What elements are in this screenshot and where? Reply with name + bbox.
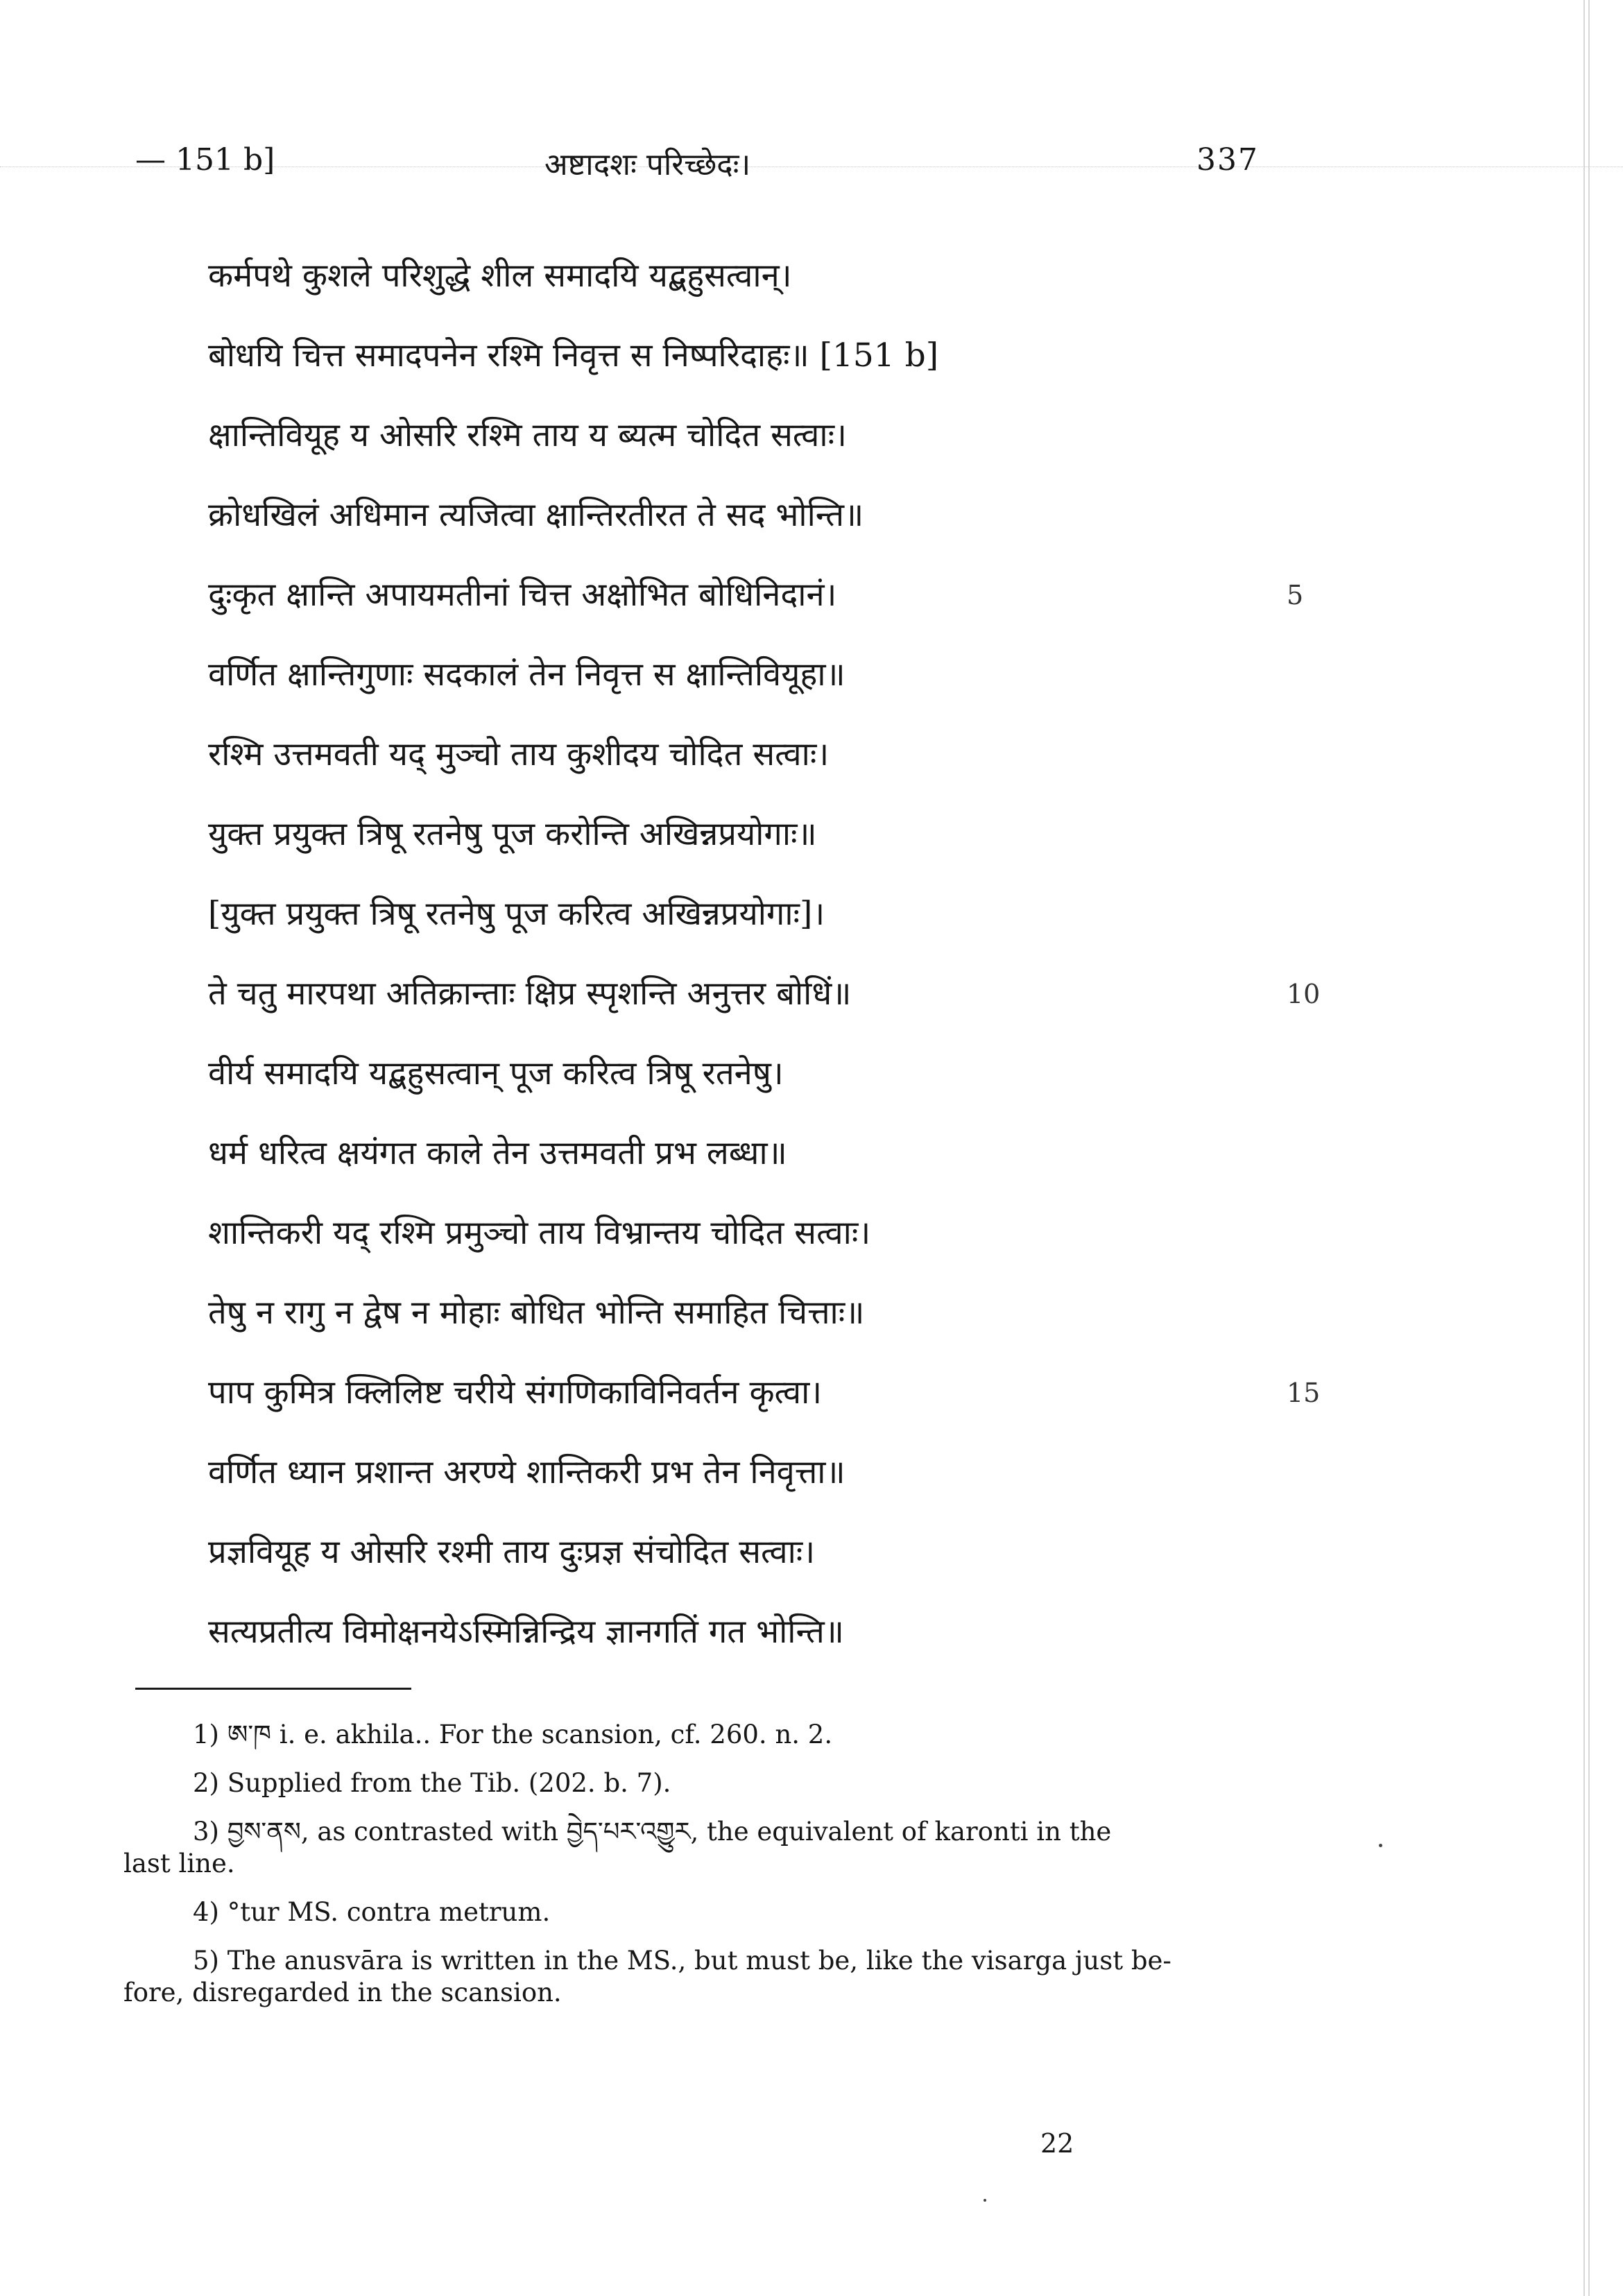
verse-line: [युक्त प्रयुक्त त्रिषू रतनेषु पूज करित्व अखिन्नप्रयोगाः]। — [208, 895, 825, 933]
ink-speck — [1379, 1844, 1382, 1847]
verse-line: वीर्य समादयि यद्बहुसत्वान् पूज करित्व त्रिषू रतनेषु। — [208, 1054, 784, 1093]
line-number: 10 — [1287, 979, 1321, 1009]
verse-line: कर्मपथे कुशले परिशुद्धे शील समादयि यद्बहुसत्वान्। — [208, 257, 792, 295]
line-number: 5 — [1287, 580, 1304, 610]
verse-line: बोधयि चित्त समादपनेन रश्मि निवृत्त स निष्परिदाहः॥ [151 b] — [208, 336, 939, 375]
verse-line: सत्यप्रतीत्य विमोक्षनयेऽस्मिन्निन्द्रिय ज्ञानगतिं गत भोन्ति॥ — [208, 1613, 844, 1651]
verse-line: प्रज्ञवियूह य ओसरि रश्मी ताय दुःप्रज्ञ संचोदित सत्वाः। — [208, 1533, 816, 1571]
verse-line: ते चतु मारपथा अतिक्रान्ताः क्षिप्र स्पृशन्ति अनुत्तर बोधिं॥ 10 — [208, 973, 1248, 1053]
verse-line: क्रोधखिलं अधिमान त्यजित्वा क्षान्तिरतीरत ते सद भोन्ति॥ — [208, 496, 864, 534]
header-page-number: 337 — [1196, 142, 1259, 178]
verse-line: युक्त प्रयुक्त त्रिषू रतनेषु पूज करोन्ति अखिन्नप्रयोगाः॥ — [208, 815, 817, 853]
footnote-1: 1) ཨ་ཁ i. e. akhila.. For the scansion, cf. 260. n. 2. — [193, 1720, 833, 1749]
verse-line: पाप कुमित्र क्लिलिष्ट चरीये संगणिकाविनिवर्तन कृत्वा। 15 — [208, 1372, 1248, 1452]
verse-line: शान्तिकरी यद् रश्मि प्रमुञ्चो ताय विभ्रान्तय चोदित सत्वाः। — [208, 1214, 871, 1252]
line-number: 15 — [1287, 1378, 1321, 1408]
ink-speck — [984, 2199, 986, 2202]
scan-edge-line — [1583, 0, 1585, 2296]
running-header — [135, 142, 1259, 184]
verse-line: क्षान्तिवियूह य ओसरि रश्मि ताय य ब्यत्म चोदित सत्वाः। — [208, 416, 847, 454]
scan-edge-line — [1588, 0, 1590, 2296]
verse-line: धर्म धरित्व क्षयंगत काले तेन उत्तमवती प्रभ लब्धा॥ — [208, 1134, 787, 1172]
verse-line: रश्मि उत्तमवती यद् मुञ्चो ताय कुशीदय चोदित सत्वाः। — [208, 735, 830, 773]
footnote-4: 4) °tur MS. contra metrum. — [193, 1897, 551, 1927]
verse-line: वर्णित क्षान्तिगुणाः सदकालं तेन निवृत्त स क्षान्तिवियूहा॥ — [208, 656, 845, 694]
verse-line: दुःकृत क्षान्ति अपायमतीनां चित्त अक्षोभित बोधिनिदानं। 5 — [208, 574, 1248, 654]
header-chapter-title: अष्टादशः परिच्छेदः। — [544, 147, 751, 182]
signature-number: 22 — [1040, 2128, 1074, 2159]
footnotes — [123, 1719, 1275, 2025]
verse-line: वर्णित ध्यान प्रशान्त अरण्ये शान्तिकरी प्रभ तेन निवृत्ता॥ — [208, 1453, 845, 1491]
footnote-5: 5) The anusvāra is written in the MS., but must be, like the visarga just be- — [193, 1946, 1171, 1976]
verse-line: तेषु न रागु न द्वेष न मोहाः बोधित भोन्ति समाहित चित्ताः॥ — [208, 1294, 865, 1332]
footnote-3-continuation: last line. — [123, 1849, 235, 1878]
footnote-separator — [135, 1688, 411, 1690]
header-folio-ref: — 151 b] — [135, 142, 275, 178]
verse-block — [208, 255, 1321, 1691]
footnote-5-continuation: fore, disregarded in the scansion. — [123, 1978, 562, 2007]
footnote-3: 3) བྱས་ནས, as contrasted with བྱེད་པར་འགྱུར, the equivalent of karonti in the — [193, 1817, 1112, 1847]
footnote-2: 2) Supplied from the Tib. (202. b. 7). — [193, 1768, 671, 1798]
